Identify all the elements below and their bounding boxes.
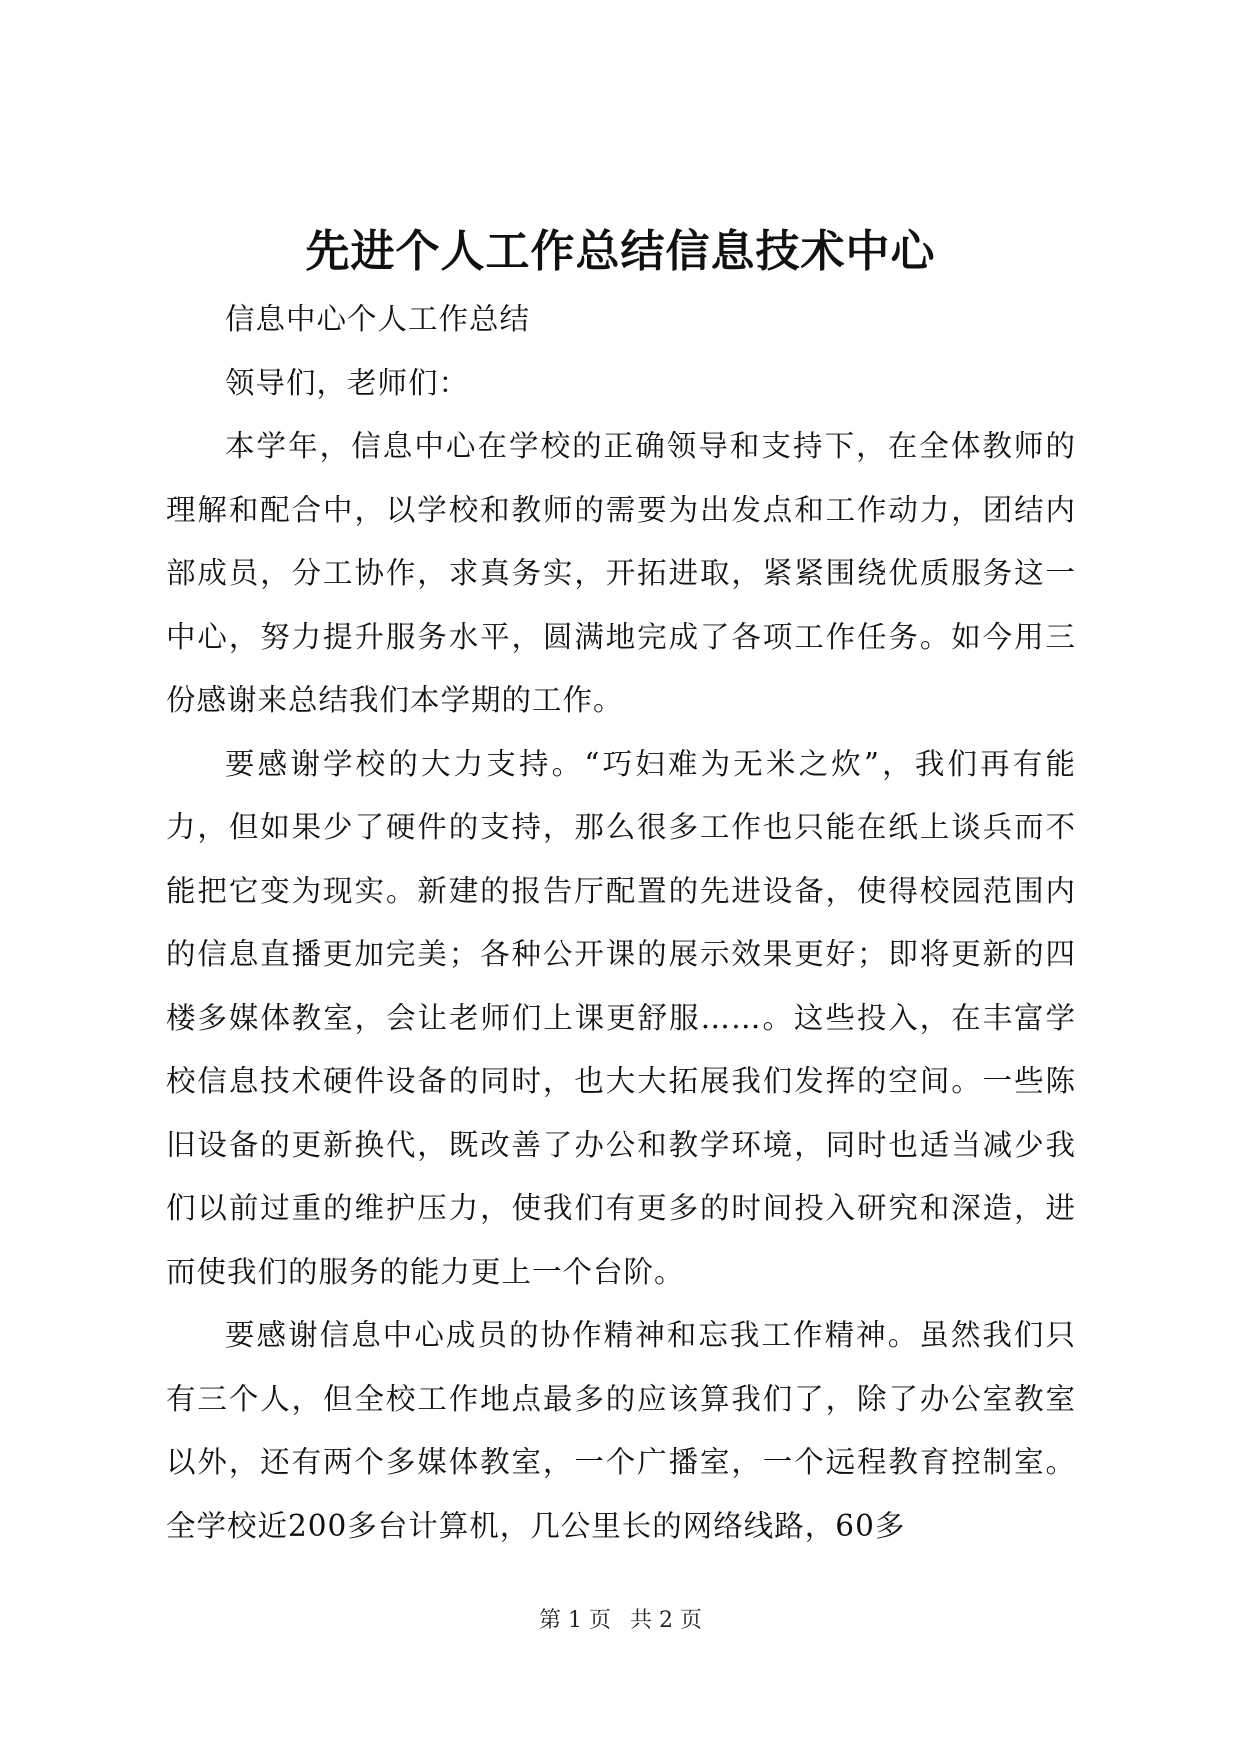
page-number: 第 1 页	[539, 1608, 611, 1633]
thanks-school-paragraph: 要感谢学校的大力支持。“巧妇难为无米之炊”，我们再有能力，但如果少了硬件的支持，那么很多工作也只能在纸上谈兵而不能把它变为现实。新建的报告厅配置的先进设备，使得校园范围内的信息直播更加完美；各种公开课的展示效果更好；即将更新的四楼多媒体教室，会让老师们上课更舒服……。这些投入，在丰富学校信息技术硬件设备的同时，也大大拓展我们发挥的空间。一些陈旧设备的更新换代，既改善了办公和教学环境，同时也适当减少我们以前过重的维护压力，使我们有更多的时间投入研究和深造，进而使我们的服务的能力更上一个台阶。	[166, 746, 1076, 1289]
document-body	[166, 288, 1076, 1558]
document-title: 先进个人工作总结信息技术中心	[305, 226, 936, 277]
salutation-paragraph: 领导们，老师们：	[225, 365, 470, 400]
subtitle-paragraph: 信息中心个人工作总结	[225, 302, 531, 336]
thanks-team-paragraph: 要感谢信息中心成员的协作精神和忘我工作精神。虽然我们只有三个人，但全校工作地点最多的应该算我们了，除了办公室教室以外，还有两个多媒体教室，一个广播室，一个远程教育控制室。全学校近200多台计算机，几公里长的网络线路，60多	[166, 1318, 1076, 1543]
page-footer	[0, 1606, 1241, 1636]
page-total: 共 2 页	[630, 1608, 702, 1633]
intro-paragraph: 本学年，信息中心在学校的正确领导和支持下，在全体教师的理解和配合中，以学校和教师的需要为出发点和工作动力，团结内部成员，分工协作，求真务实，开拓进取，紧紧围绕优质服务这一中心，努力提升服务水平，圆满地完成了各项工作任务。如今用三份感谢来总结我们本学期的工作。	[166, 429, 1076, 717]
